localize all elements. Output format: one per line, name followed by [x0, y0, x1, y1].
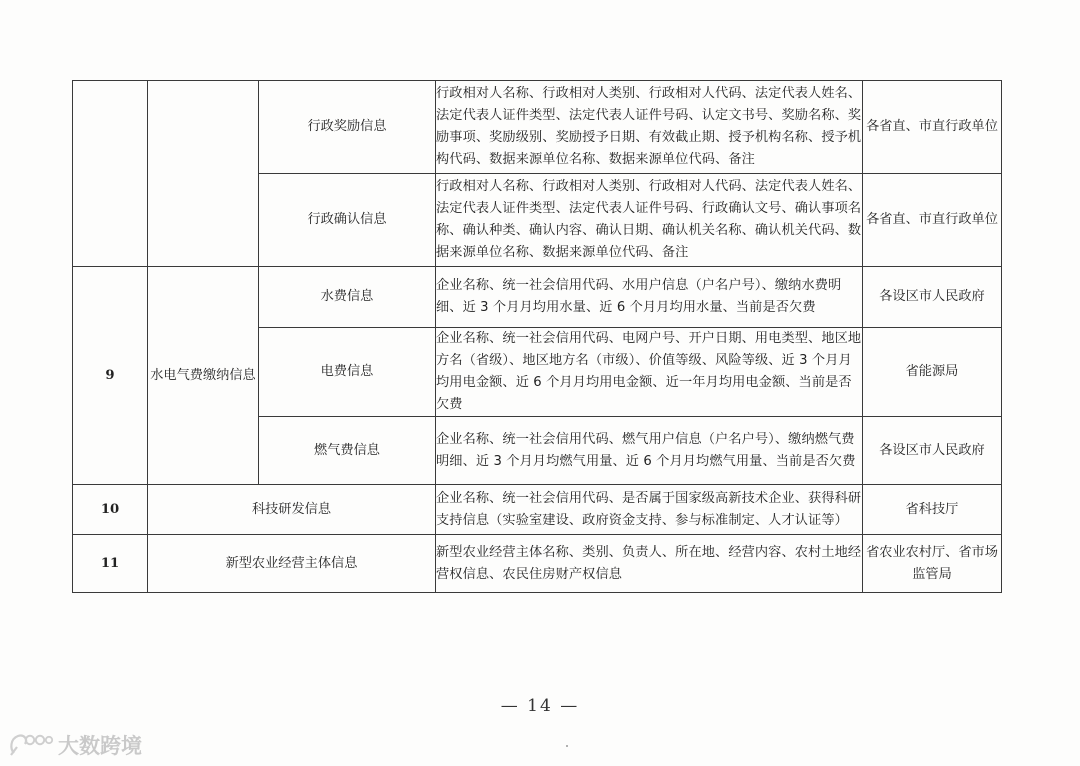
table-row — [73, 81, 1002, 174]
fields-cell: 行政相对人名称、行政相对人类别、行政相对人代码、法定代表人姓名、法定代表人证件类型、法定代表人证件号码、行政确认文号、确认事项名称、确认种类、确认内容、确认日期、确认机关名称、确认机关代码、数据来源单位名称、数据来源单位代码、备注 — [436, 174, 863, 267]
row-number-cell — [73, 81, 148, 267]
row-number-cell: 9 — [73, 267, 148, 485]
responsible-org-cell: 各省直、市直行政单位 — [863, 81, 1002, 174]
subcategory-cell: 行政奖励信息 — [259, 81, 436, 174]
fields-cell: 企业名称、统一社会信用代码、燃气用户信息（户名户号）、缴纳燃气费明细、近 3 个月月均燃气用量、近 6 个月月均燃气用量、当前是否欠费 — [436, 417, 863, 485]
table-row — [73, 535, 1002, 593]
watermark — [8, 730, 142, 760]
responsible-org-cell: 各设区市人民政府 — [863, 267, 1002, 328]
responsible-org-cell: 省农业农村厅、省市场监管局 — [863, 535, 1002, 593]
category-cell — [148, 81, 259, 267]
scan-speck — [566, 745, 568, 747]
table-row — [73, 485, 1002, 535]
subcategory-cell: 燃气费信息 — [259, 417, 436, 485]
watermark-logo-icon — [8, 731, 54, 759]
subcategory-cell: 水费信息 — [259, 267, 436, 328]
category-cell: 科技研发信息 — [148, 485, 436, 535]
row-number-cell: 11 — [73, 535, 148, 593]
fields-cell: 行政相对人名称、行政相对人类别、行政相对人代码、法定代表人姓名、法定代表人证件类型、法定代表人证件号码、认定文书号、奖励名称、奖励事项、奖励级别、奖励授予日期、有效截止期、授予机构名称、授予机构代码、数据来源单位名称、数据来源单位代码、备注 — [436, 81, 863, 174]
fields-cell: 企业名称、统一社会信用代码、水用户信息（户名户号）、缴纳水费明细、近 3 个月月均用水量、近 6 个月月均用水量、当前是否欠费 — [436, 267, 863, 328]
watermark-text: 大数跨境 — [58, 734, 142, 758]
info-catalog-table — [72, 80, 1002, 593]
responsible-org-cell: 各设区市人民政府 — [863, 417, 1002, 485]
page-number: — 14 — — [500, 696, 580, 716]
subcategory-cell: 电费信息 — [259, 328, 436, 417]
fields-cell: 新型农业经营主体名称、类别、负责人、所在地、经营内容、农村土地经营权信息、农民住房财产权信息 — [436, 535, 863, 593]
row-number-cell: 10 — [73, 485, 148, 535]
category-cell: 新型农业经营主体信息 — [148, 535, 436, 593]
category-cell: 水电气费缴纳信息 — [148, 267, 259, 485]
table-row — [73, 267, 1002, 328]
fields-cell: 企业名称、统一社会信用代码、是否属于国家级高新技术企业、获得科研支持信息（实验室建设、政府资金支持、参与标准制定、人才认证等） — [436, 485, 863, 535]
subcategory-cell: 行政确认信息 — [259, 174, 436, 267]
responsible-org-cell: 各省直、市直行政单位 — [863, 174, 1002, 267]
fields-cell: 企业名称、统一社会信用代码、电网户号、开户日期、用电类型、地区地方名（省级）、地区地方名（市级）、价值等级、风险等级、近 3 个月月均用电金额、近 6 个月月均用电金额、近一年月均用电金额、当前是否欠费 — [436, 328, 863, 417]
responsible-org-cell: 省能源局 — [863, 328, 1002, 417]
responsible-org-cell: 省科技厅 — [863, 485, 1002, 535]
